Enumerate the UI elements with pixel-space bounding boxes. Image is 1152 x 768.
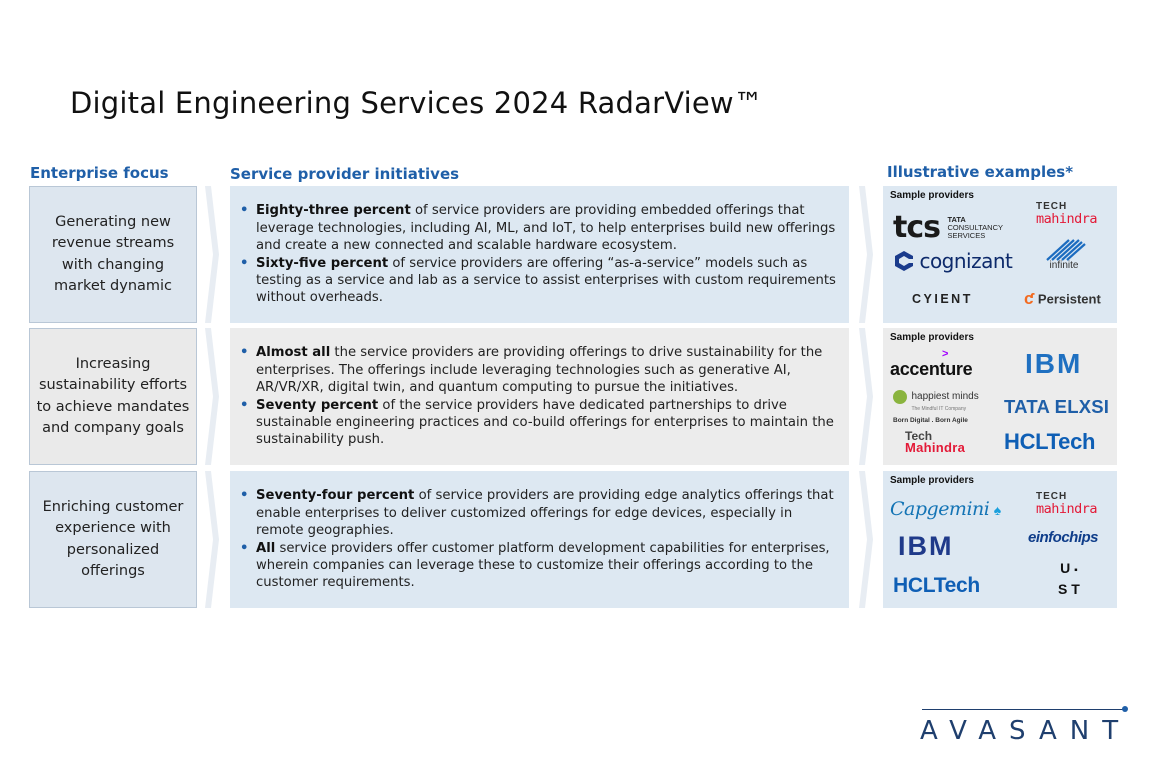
ust-logo: U ▪ S T — [1058, 560, 1080, 597]
examples-box-3 — [883, 471, 1117, 608]
initiative-bullet: • Almost all the service providers are providing offerings to drive sustainability for the enterprises. The offerings include leveraging technologies such as generative AI, AR/VR/XR, digital twin, and quantum computing to pursue the initiatives. — [240, 345, 823, 396]
focus-box-1 — [29, 186, 197, 323]
happiest-minds-logo: happiest minds The Mindful IT Company Born Digital . Born Agile — [893, 391, 979, 424]
page-title: Digital Engineering Services 2024 RadarView™ — [70, 86, 764, 120]
persistent-logo: ƈ Persistent — [1024, 289, 1101, 308]
initiatives-box-1 — [230, 186, 849, 323]
capgemini-spade-icon: ♠ — [993, 502, 1002, 518]
capgemini-logo: Capgemini ♠ — [890, 498, 1002, 520]
chevron-right-icon — [859, 471, 873, 608]
cognizant-mark-icon — [893, 250, 915, 272]
brand-divider — [922, 709, 1124, 710]
initiative-bullet: • All service providers offer customer platform development capabilities for enterprises, wherein companies can leverage these to customize their offerings according to the customer requirements. — [240, 540, 830, 591]
chevron-right-icon — [205, 328, 219, 465]
tech-mahindra-logo: TECH mahindra — [1036, 491, 1098, 517]
focus-text-1: Generating new revenue streams with changing market dynamic — [51, 213, 175, 294]
cognizant-logo: cognizant — [893, 249, 1012, 273]
initiatives-box-2 — [230, 328, 849, 465]
infinite-logo: infinite — [1039, 238, 1089, 271]
enterprise-focus-header: Enterprise focus — [30, 164, 169, 182]
ibm-logo: IBM — [898, 531, 954, 561]
tech-mahindra-logo: Tech Mahindra — [905, 429, 966, 455]
infinite-mark-icon — [1039, 238, 1089, 262]
einfochips-logo: einfochips — [1028, 529, 1099, 546]
hcltech-logo: HCLTech — [893, 574, 980, 597]
brand-dot-icon — [1122, 706, 1128, 712]
chevron-right-icon — [859, 328, 873, 465]
sample-providers-label: Sample providers — [890, 190, 974, 201]
focus-box-3 — [29, 471, 197, 608]
examples-header: Illustrative examples* — [887, 163, 1074, 181]
chevron-right-icon — [859, 186, 873, 323]
accenture-mark-icon: > — [942, 348, 949, 360]
accenture-logo: > accenture — [890, 348, 973, 379]
focus-text-2: Increasing sustainability efforts to achieve mandates and company goals — [36, 355, 190, 436]
sample-providers-label: Sample providers — [890, 332, 974, 343]
initiative-bullet: • Seventy percent of the service providers have dedicated partnerships to drive sustainable engineering practices and co-build offerings for enterprises to maintain the sustainability push. — [240, 397, 834, 448]
focus-box-2 — [29, 328, 197, 465]
examples-box-2 — [883, 328, 1117, 465]
initiative-bullet: • Sixty-five percent of service providers are offering “as-a-service” models such as testing as a service and lab as a service to assist enterprises with custom requirements without overheads. — [240, 255, 836, 306]
tech-mahindra-logo: TECH mahindra — [1036, 201, 1098, 227]
initiative-bullet: • Eighty-three percent of service providers are providing embedded offerings that leverage technologies, including AI, ML, and IoT, to help enterprises build new offerings and create a new connected and scalable hardware ecosystem. — [240, 203, 836, 254]
tcs-logo: tcs TATA CONSULTANCY SERVICES — [893, 210, 1003, 245]
persistent-mark-icon: ƈ — [1024, 289, 1034, 308]
ibm-logo: IBM — [1025, 348, 1083, 379]
cyient-logo: CYIENT — [912, 292, 973, 306]
initiative-bullet: • Seventy-four percent of service providers are providing edge analytics offerings that enable enterprises to deliver customized offerings for edge devices, especially in remote geographies. — [240, 488, 834, 539]
initiatives-box-3 — [230, 471, 849, 608]
chevron-right-icon — [205, 186, 219, 323]
examples-box-1 — [883, 186, 1117, 323]
happiest-minds-mark-icon — [893, 390, 907, 404]
focus-text-3: Enriching customer experience with personalized offerings — [42, 498, 184, 579]
initiatives-header: Service provider initiatives — [230, 165, 460, 183]
chevron-right-icon — [205, 471, 219, 608]
hcltech-logo: HCLTech — [1004, 429, 1096, 454]
tata-elxsi-logo: TATA ELXSI — [1004, 396, 1110, 417]
sample-providers-label: Sample providers — [890, 475, 974, 486]
avasant-logo: AVASANT — [920, 716, 1132, 746]
